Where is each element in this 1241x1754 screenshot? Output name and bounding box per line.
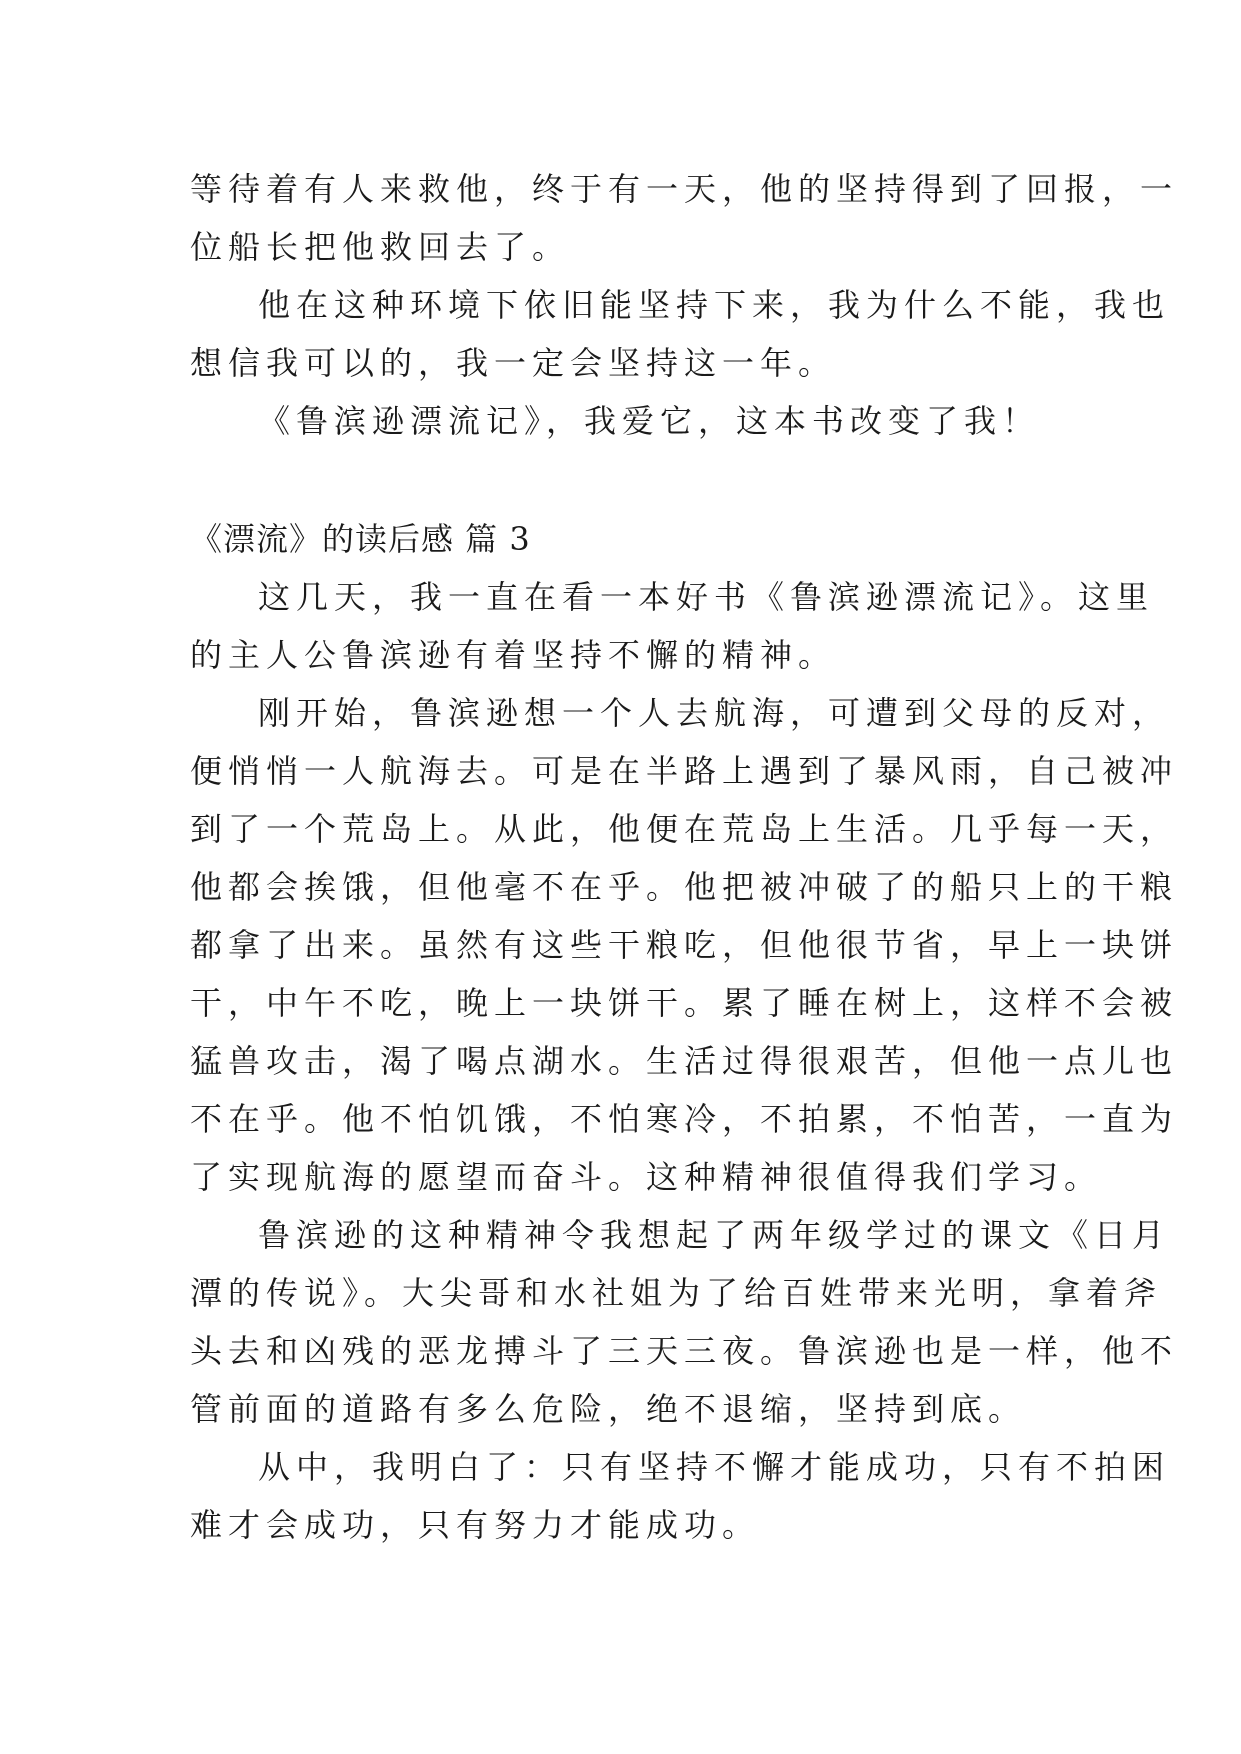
paragraph-line: 位船长把他救回去了。: [190, 228, 571, 266]
paragraph-line: 难才会成功，只有努力才能成功。: [190, 1506, 761, 1544]
paragraph-line: 了实现航海的愿望而奋斗。这种精神很值得我们学习。: [190, 1158, 1103, 1196]
document-body: [190, 160, 1179, 1554]
paragraph-line: 潭的传说》。大尖哥和水社姐为了给百姓带来光明，拿着斧: [190, 1274, 1163, 1312]
paragraph-line: 从中，我明白了：只有坚持不懈才能成功，只有不拍困: [258, 1448, 1171, 1486]
paragraph-line: 干，中午不吃，晚上一块饼干。累了睡在树上，这样不会被: [190, 984, 1179, 1022]
section-gap: [190, 450, 1060, 510]
paragraph-line: 都拿了出来。虽然有这些干粮吃，但他很节省，早上一块饼: [190, 926, 1179, 964]
paragraph-line: 他都会挨饿，但他毫不在乎。他把被冲破了的船只上的干粮: [190, 868, 1179, 906]
paragraph-line: 鲁滨逊的这种精神令我想起了两年级学过的课文《日月: [258, 1216, 1171, 1254]
paragraph-line: 头去和凶残的恶龙搏斗了三天三夜。鲁滨逊也是一样，他不: [190, 1332, 1179, 1370]
paragraph-line: 等待着有人来救他，终于有一天，他的坚持得到了回报，一: [190, 170, 1179, 208]
section-heading: 《漂流》的读后感 篇 3: [190, 520, 531, 558]
paragraph-line: 《鲁滨逊漂流记》，我爱它，这本书改变了我！: [258, 402, 1041, 440]
paragraph-line: 的主人公鲁滨逊有着坚持不懈的精神。: [190, 636, 837, 674]
paragraph-line: 这几天，我一直在看一本好书《鲁滨逊漂流记》。这里: [258, 578, 1155, 616]
paragraph-line: 不在乎。他不怕饥饿，不怕寒冷，不拍累，不怕苦，一直为: [190, 1100, 1179, 1138]
paragraph-line: 想信我可以的，我一定会坚持这一年。: [190, 344, 837, 382]
paragraph-line: 他在这种环境下依旧能坚持下来，我为什么不能，我也: [258, 286, 1171, 324]
paragraph-line: 刚开始，鲁滨逊想一个人去航海，可遭到父母的反对，: [258, 694, 1171, 732]
paragraph-line: 便悄悄一人航海去。可是在半路上遇到了暴风雨，自己被冲: [190, 752, 1179, 790]
paragraph-line: 猛兽攻击，渴了喝点湖水。生活过得很艰苦，但他一点儿也: [190, 1042, 1179, 1080]
paragraph-line: 管前面的道路有多么危险，绝不退缩，坚持到底。: [190, 1390, 1027, 1428]
paragraph-line: 到了一个荒岛上。从此，他便在荒岛上生活。几乎每一天，: [190, 810, 1179, 848]
